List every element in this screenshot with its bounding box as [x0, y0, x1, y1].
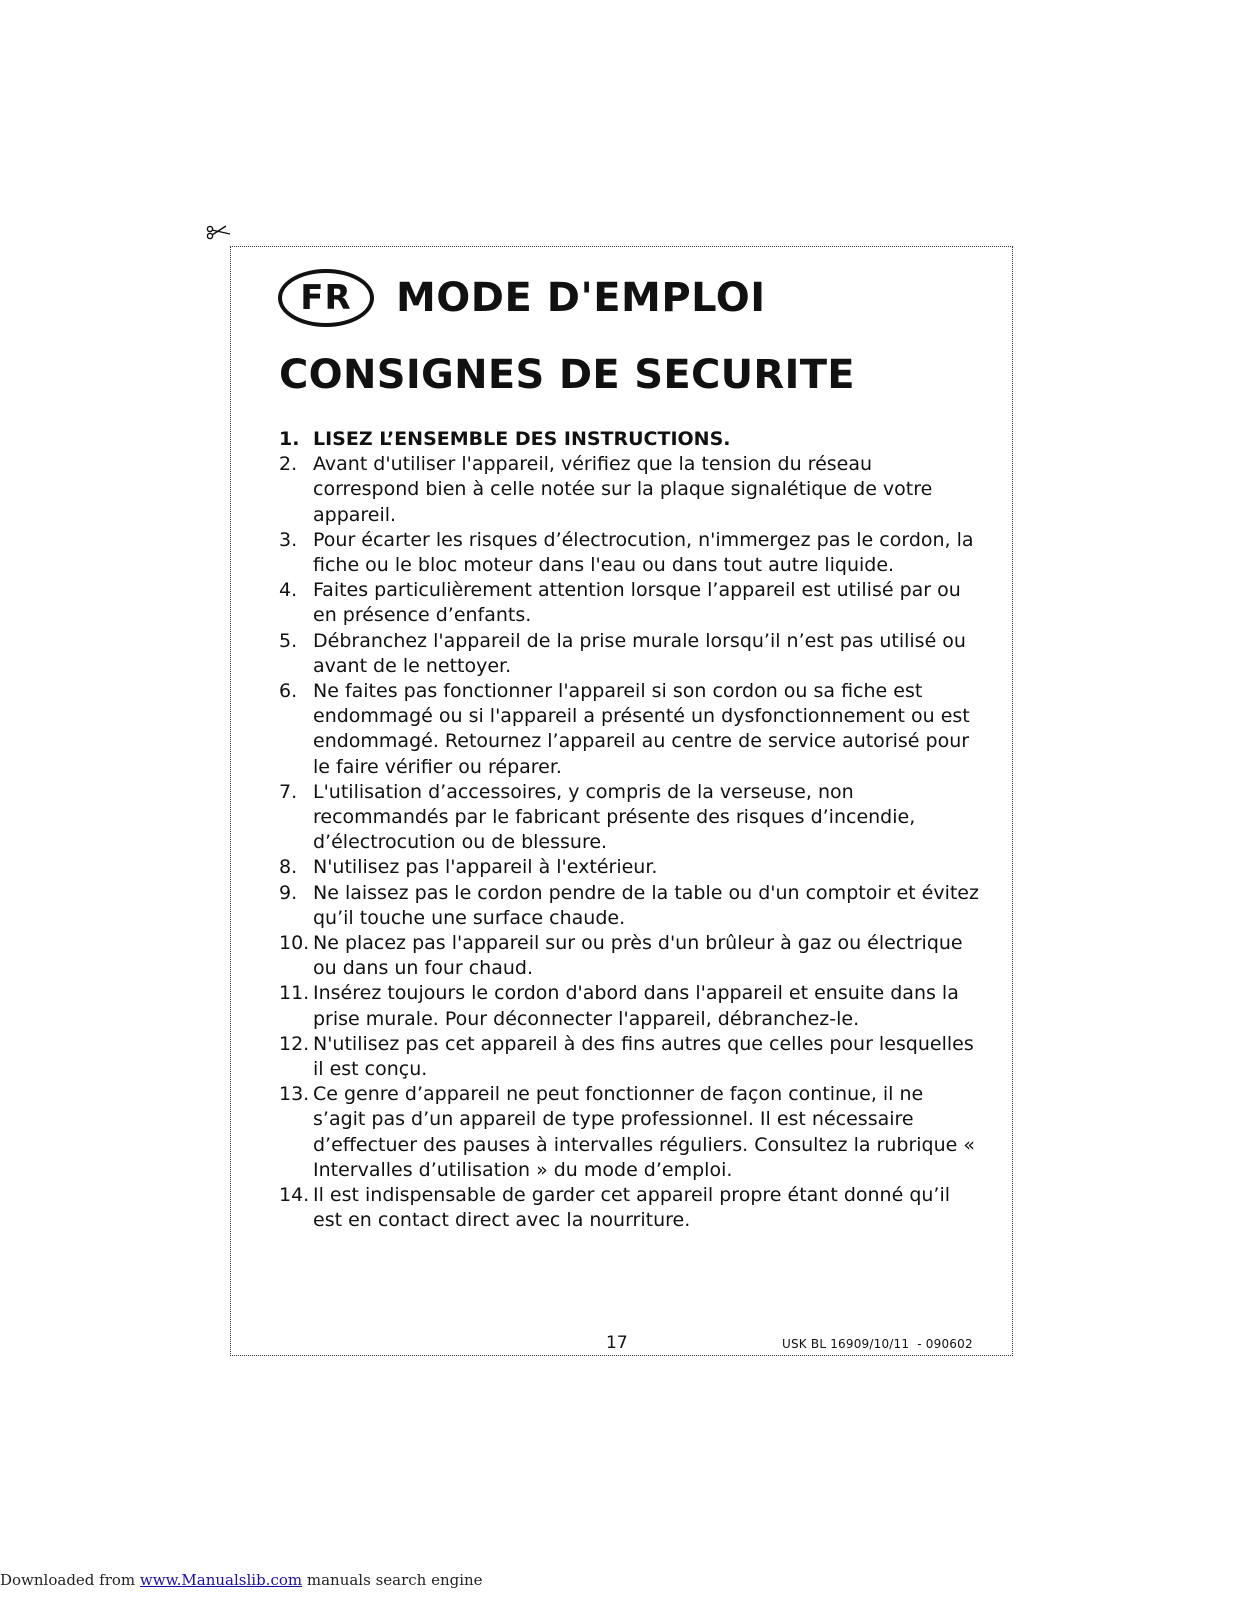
item-text: N'utilisez pas l'appareil à l'extérieur. — [313, 856, 658, 879]
item-text: Insérez toujours le cordon d'abord dans l'appareil et ensuite dans la prise murale. Pour déconnecter l'appareil, débranchez-le. — [313, 982, 959, 1030]
item-number: 9. — [279, 881, 298, 904]
item-number: 7. — [279, 780, 298, 803]
list-item — [279, 452, 979, 528]
item-number: 8. — [279, 856, 298, 879]
item-text: N'utilisez pas cet appareil à des fins autres que celles pour lesquelles il est conçu. — [313, 1032, 974, 1081]
manual-title: MODE D'EMPLOI — [396, 275, 766, 321]
page-number: 17 — [606, 1333, 628, 1353]
list-item — [279, 931, 979, 981]
item-number: 1. — [279, 428, 300, 450]
download-footer-suffix: manuals search engine — [302, 1571, 483, 1589]
item-text: LISEZ L’ENSEMBLE DES INSTRUCTIONS. — [313, 428, 731, 450]
item-number: 14. — [279, 1184, 310, 1207]
item-number: 4. — [279, 579, 298, 602]
item-text: Ne placez pas l'appareil sur ou près d'un brûleur à gaz ou électrique ou dans un four chaud. — [313, 932, 963, 980]
item-text: Faites particulièrement attention lorsque l’appareil est utilisé par ou en présence d’enfants. — [313, 579, 961, 627]
item-number: 11. — [279, 982, 310, 1005]
item-number: 2. — [279, 453, 298, 476]
item-number: 6. — [279, 680, 298, 703]
language-badge: FR — [278, 269, 374, 327]
item-text: L'utilisation d’accessoires, y compris de la verseuse, non recommandés par le fabricant présente des risques d’incendie, d’électrocution ou de blessure. — [313, 780, 916, 854]
list-item — [279, 780, 979, 856]
safety-instructions-list — [279, 427, 979, 1234]
item-number: 13. — [279, 1083, 310, 1106]
item-number: 5. — [279, 629, 298, 652]
manual-header — [278, 266, 766, 330]
document-code: USK BL 16909/10/11 - 090602 — [782, 1337, 973, 1351]
item-number: 3. — [279, 528, 298, 551]
list-item — [279, 981, 979, 1031]
item-text: Débranchez l'appareil de la prise murale lorsqu’il n’est pas utilisé ou avant de le nettoyer. — [313, 629, 966, 677]
list-item — [279, 881, 979, 931]
download-footer — [0, 1571, 483, 1589]
item-text: Ne faites pas fonctionner l'appareil si son cordon ou sa fiche est endommagé ou si l'appareil a présenté un dysfonctionnement ou est endommagé. Retournez l’appareil au centre de service autorisé pour le faire vérifier ou réparer. — [313, 680, 970, 778]
manualslib-link[interactable]: www.Manualslib.com — [139, 1571, 303, 1589]
list-item — [279, 578, 979, 628]
item-text: Ce genre d’appareil ne peut fonctionner de façon continue, il ne s’agit pas d’un appareil de type professionnel. Il est nécessaire d’effectuer des pauses à intervalles réguliers. Consultez la rubrique « Intervalles d’utilisation » du mode d’emploi. — [313, 1083, 975, 1181]
section-title: CONSIGNES DE SECURITE — [279, 352, 855, 398]
item-text: Ne laissez pas le cordon pendre de la table ou d'un comptoir et évitez qu’il touche une surface chaude. — [313, 881, 979, 929]
download-footer-prefix: Downloaded from — [0, 1571, 140, 1589]
item-text: Avant d'utiliser l'appareil, vérifiez que la tension du réseau correspond bien à celle notée sur la plaque signalétique de votre appareil. — [313, 453, 933, 526]
list-item — [279, 1183, 979, 1233]
item-text: Il est indispensable de garder cet appareil propre étant donné qu’il est en contact direct avec la nourriture. — [313, 1184, 951, 1232]
item-number: 12. — [279, 1032, 310, 1055]
list-item — [279, 1082, 979, 1183]
item-text: Pour écarter les risques d’électrocution, n'immergez pas le cordon, la fiche ou le bloc moteur dans l'eau ou dans tout autre liquide. — [313, 528, 974, 577]
item-number: 10. — [279, 932, 310, 955]
list-item — [279, 427, 979, 452]
list-item — [279, 528, 979, 578]
scissors-icon — [204, 222, 232, 242]
list-item — [279, 1032, 979, 1082]
list-item — [279, 629, 979, 679]
list-item — [279, 855, 979, 880]
list-item — [279, 679, 979, 780]
